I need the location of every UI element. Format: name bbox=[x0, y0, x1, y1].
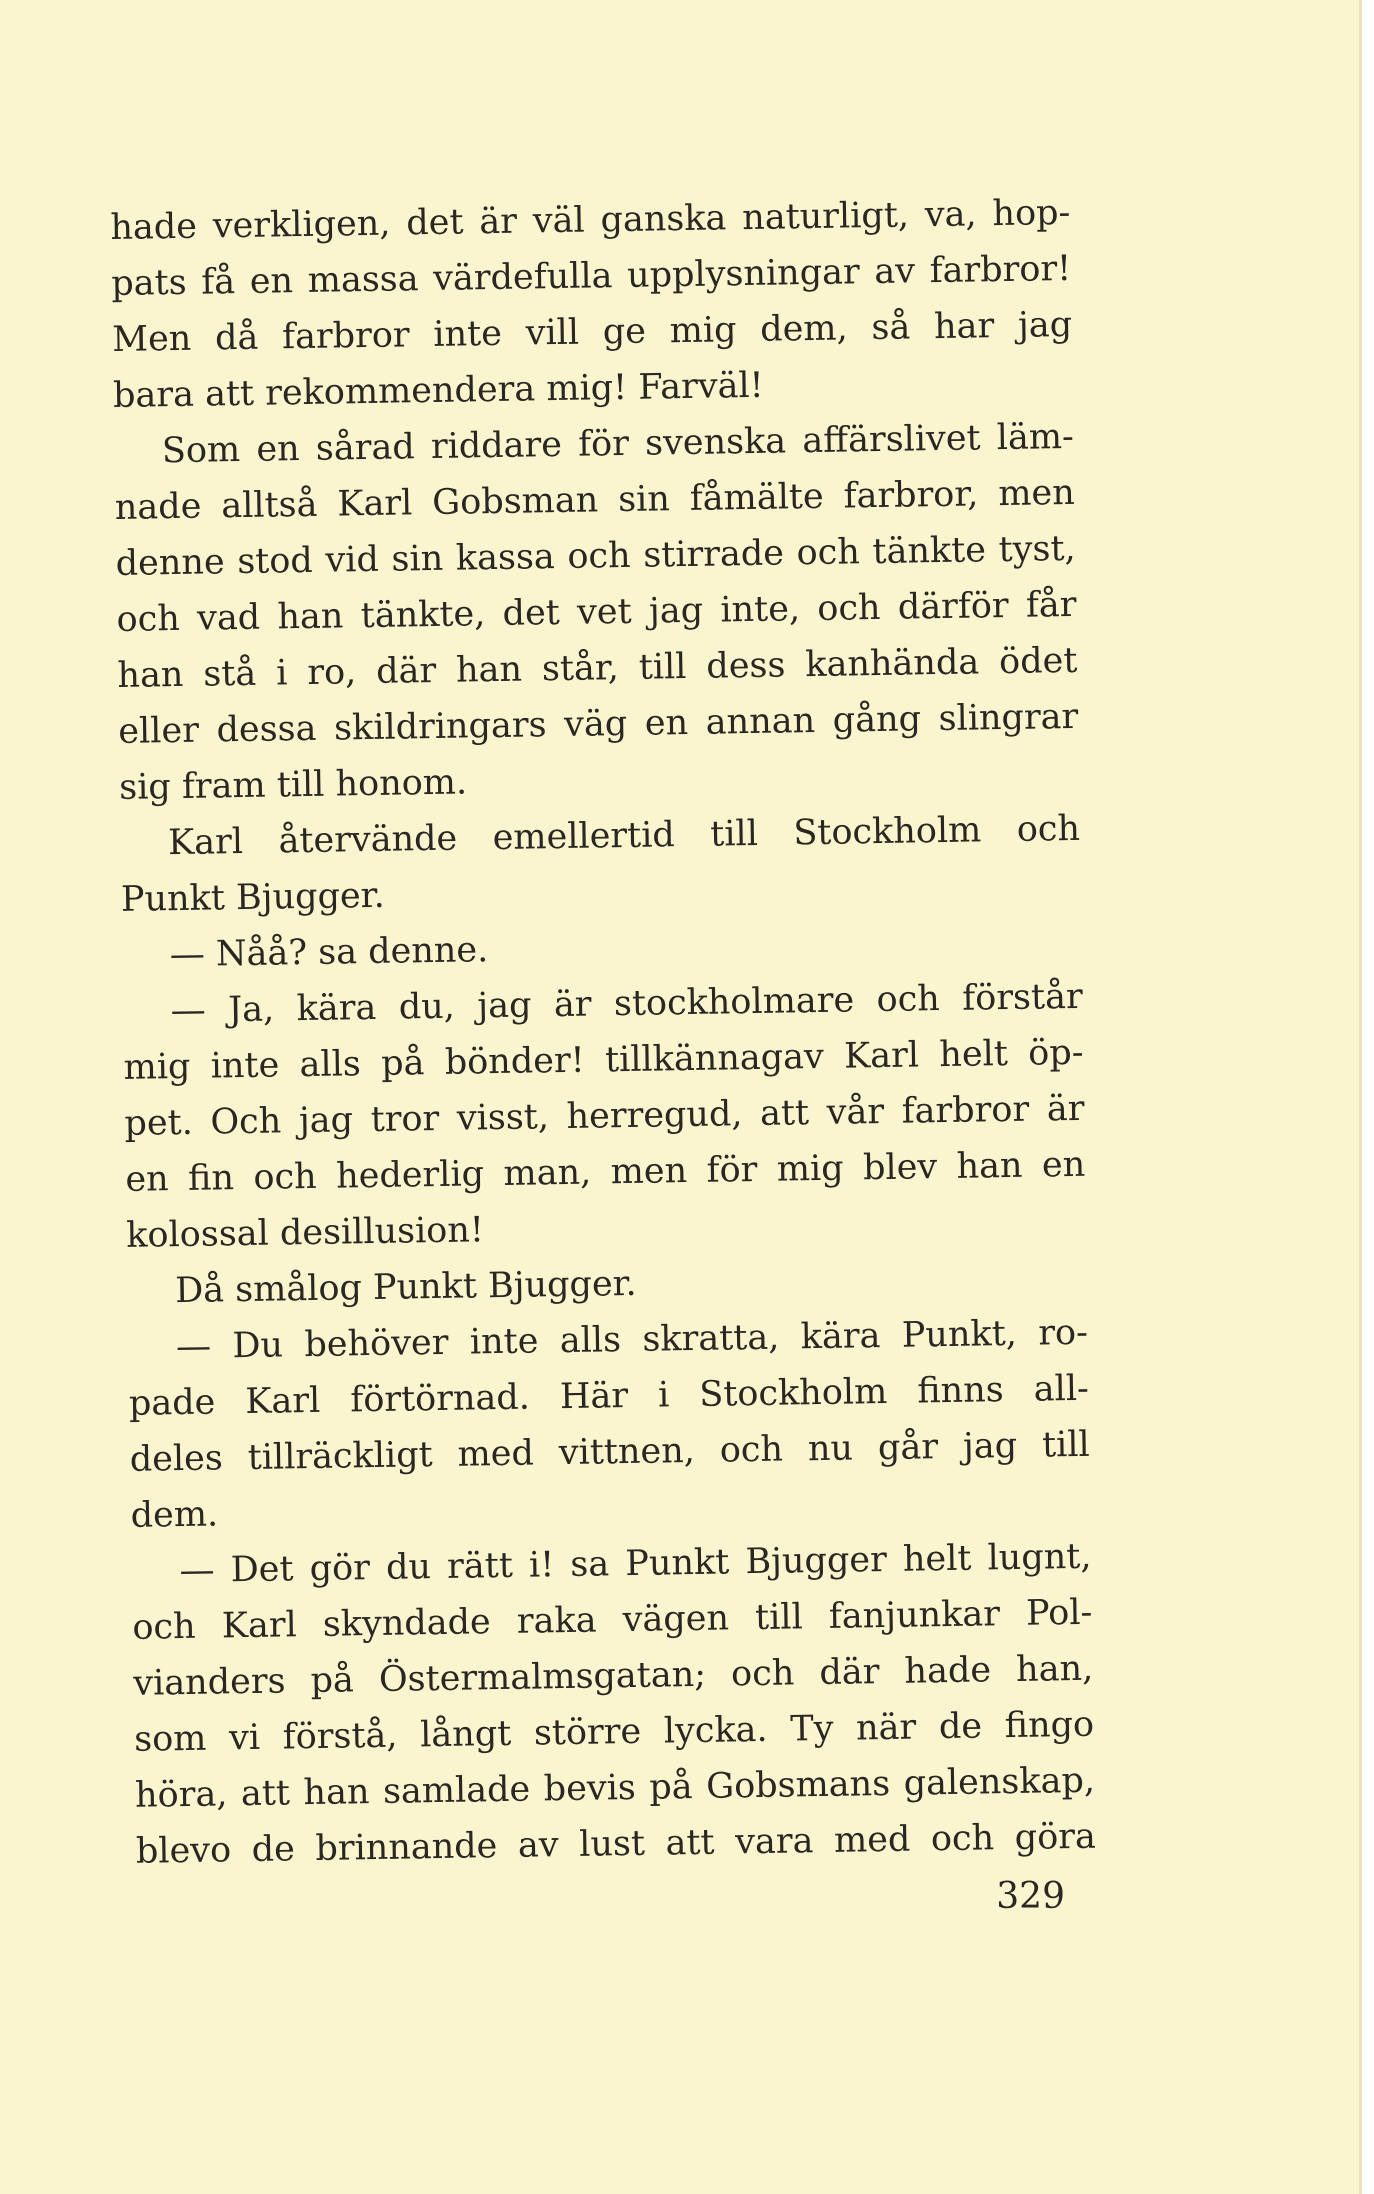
text-line: sig fram till honom. bbox=[118, 762, 468, 808]
text-line: och vad han tänkte, det vet jag inte, och därför får bbox=[116, 584, 1077, 640]
text-line: denne stod vid sin kassa och stirrade och tänkte tyst, bbox=[115, 528, 1076, 584]
text-line: höra, att han samlade bevis på Gobsmans galenskap, bbox=[134, 1760, 1096, 1816]
text-line: — Du behöver inte alls skratta, kära Punkt, ro- bbox=[175, 1312, 1089, 1368]
text-line: nade alltså Karl Gobsman sin fåmälte farbror, men bbox=[114, 472, 1076, 528]
text-line: Men då farbror inte vill ge mig dem, så har jag bbox=[111, 304, 1073, 360]
text-line: och Karl skyndade raka vägen till fanjunkar Pol- bbox=[132, 1592, 1093, 1648]
text-line: hade verkligen, det är väl ganska naturligt, va, hop- bbox=[110, 192, 1071, 248]
text-line: Karl återvände emellertid till Stockholm och bbox=[167, 808, 1081, 864]
text-line: deles tillräckligt med vittnen, och nu går jag till bbox=[129, 1424, 1090, 1480]
text-line: — Ja, kära du, jag är stockholmare och förstår bbox=[170, 976, 1083, 1032]
text-line: han stå i ro, där han står, till dess kanhända ödet bbox=[117, 640, 1078, 696]
text-line: eller dessa skildringars väg en annan gång slingrar bbox=[118, 696, 1079, 752]
body-text bbox=[110, 185, 1096, 1880]
text-line: Då smålog Punkt Bjugger. bbox=[174, 1263, 637, 1312]
text-line: — Nåå? sa denne. bbox=[169, 930, 489, 976]
text-line: mig inte alls på bönder! tillkännagav Karl helt öp- bbox=[123, 1032, 1084, 1088]
text-line: pade Karl förtörnad. Här i Stockholm finns all- bbox=[128, 1368, 1090, 1424]
text-line: en fin och hederlig man, men för mig blev han en bbox=[125, 1144, 1086, 1200]
text-line: vianders på Östermalmsgatan; och där hade han, bbox=[132, 1648, 1094, 1704]
text-line: Punkt Bjugger. bbox=[120, 875, 385, 920]
text-line: blevo de brinnande av lust att vara med och göra bbox=[135, 1816, 1097, 1872]
text-line: dem. bbox=[130, 1494, 219, 1536]
text-line: som vi förstå, långt större lycka. Ty när de fingo bbox=[133, 1704, 1095, 1760]
page-number: 329 bbox=[996, 1876, 1065, 1917]
text-line: kolossal desillusion! bbox=[125, 1210, 485, 1256]
text-line: — Det gör du rätt i! sa Punkt Bjugger helt lugnt, bbox=[179, 1536, 1092, 1592]
text-line: bara att rekommendera mig! Farväl! bbox=[112, 365, 765, 416]
text-line: pats få en massa värdefulla upplysningar av farbror! bbox=[111, 248, 1072, 304]
text-line: Som en sårad riddare för svenska affärslivet läm- bbox=[161, 416, 1075, 472]
text-line: pet. Och jag tror visst, herregud, att vår farbror är bbox=[124, 1088, 1085, 1144]
